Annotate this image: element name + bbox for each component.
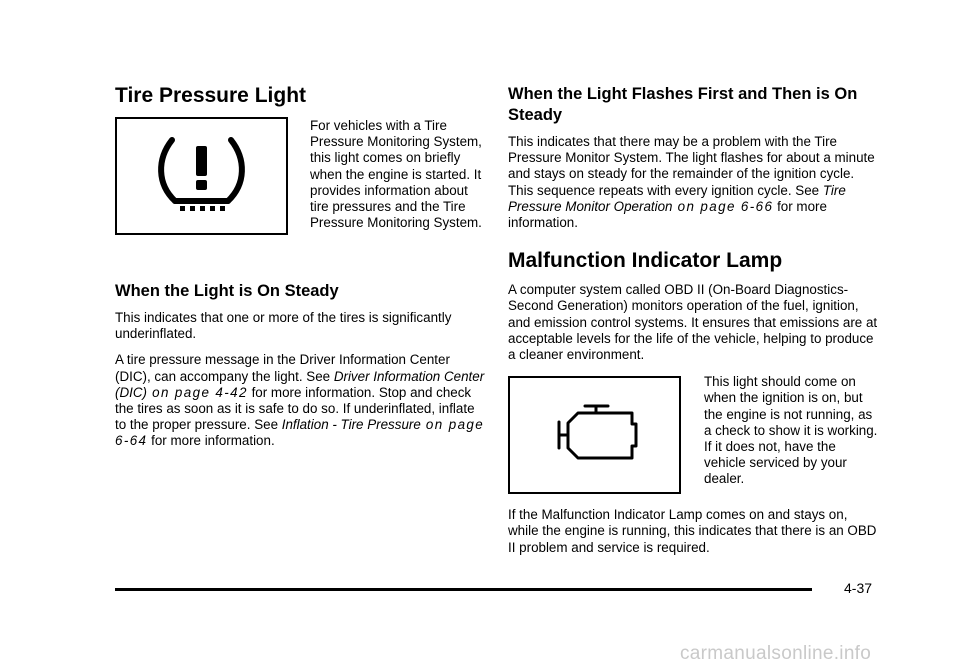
tpms-caption: For vehicles with a Tire Pressure Monitoring System, this light comes on briefly when the engine is started. It provides information about tire pressures and the Tire Pressure Monitoring System. <box>310 118 482 231</box>
page-number: 4-37 <box>844 580 873 596</box>
mil-icon-frame <box>508 376 681 494</box>
steady-paragraph-2: A tire pressure message in the Driver Information Center (DIC), can accompany the light. See Driver Information Center (DIC) on page 4-42 for more information. Stop and check the tires as soon as it is safe to do so. If underinflated, inflate to the proper pressure. See Inflation - Tire Pressure on page 6-64 for more information. <box>115 352 485 449</box>
footer-rule <box>115 588 812 591</box>
mil-paragraph-2: If the Malfunction Indicator Lamp comes on and stays on, while the engine is running, this indicates that there is an OBD II problem and service is required. <box>508 507 877 555</box>
ref-dic-page[interactable]: on page 4-42 <box>146 384 248 400</box>
heading-light-on-steady: When the Light is On Steady <box>115 282 339 300</box>
tpms-figure-row <box>115 117 485 267</box>
watermark: carmanualsonline.info <box>680 643 872 664</box>
left-column <box>115 84 485 450</box>
ref-inflation[interactable]: Inflation - Tire Pressure <box>281 417 421 433</box>
ref-tpms-operation-page[interactable]: on page 6-66 <box>672 198 774 214</box>
check-engine-icon <box>510 378 679 492</box>
ref-inflation-page[interactable]: on page 6-64 <box>115 417 485 449</box>
tpms-icon-frame <box>115 117 288 235</box>
right-column <box>508 84 878 556</box>
ref-dic[interactable]: Driver Information Center (DIC) <box>115 368 485 400</box>
section-title-malfunction-indicator-lamp: Malfunction Indicator Lamp <box>508 249 783 273</box>
mil-paragraph-1: A computer system called OBD II (On-Board Diagnostics-Second Generation) monitors operation of the fuel, ignition, and emission control systems. It ensures that emissions are at acceptable levels for the life of the vehicle, helping to produce a cleaner environment. <box>508 282 878 363</box>
heading-light-flashes: When the Light Flashes First and Then is On Steady <box>508 85 858 124</box>
steady-paragraph-1: This indicates that one or more of the tires is significantly underinflated. <box>115 310 452 342</box>
flash-paragraph: This indicates that there may be a problem with the Tire Pressure Monitor System. The light flashes for about a minute and stays on steady for the remainder of the ignition cycle. This sequence repeats with every ignition cycle. See Tire Pressure Monitor Operation on page 6-66 for more information. <box>508 134 875 231</box>
ref-tpms-operation[interactable]: Tire Pressure Monitor Operation <box>508 182 846 214</box>
mil-caption: This light should come on when the ignition is on, but the engine is not running, as a check to show it is working. If it does not, have the vehicle serviced by your dealer. <box>704 374 878 487</box>
section-title-tire-pressure-light: Tire Pressure Light <box>115 84 307 107</box>
tire-pressure-warning-icon <box>117 119 286 233</box>
mil-figure-row <box>508 374 878 500</box>
